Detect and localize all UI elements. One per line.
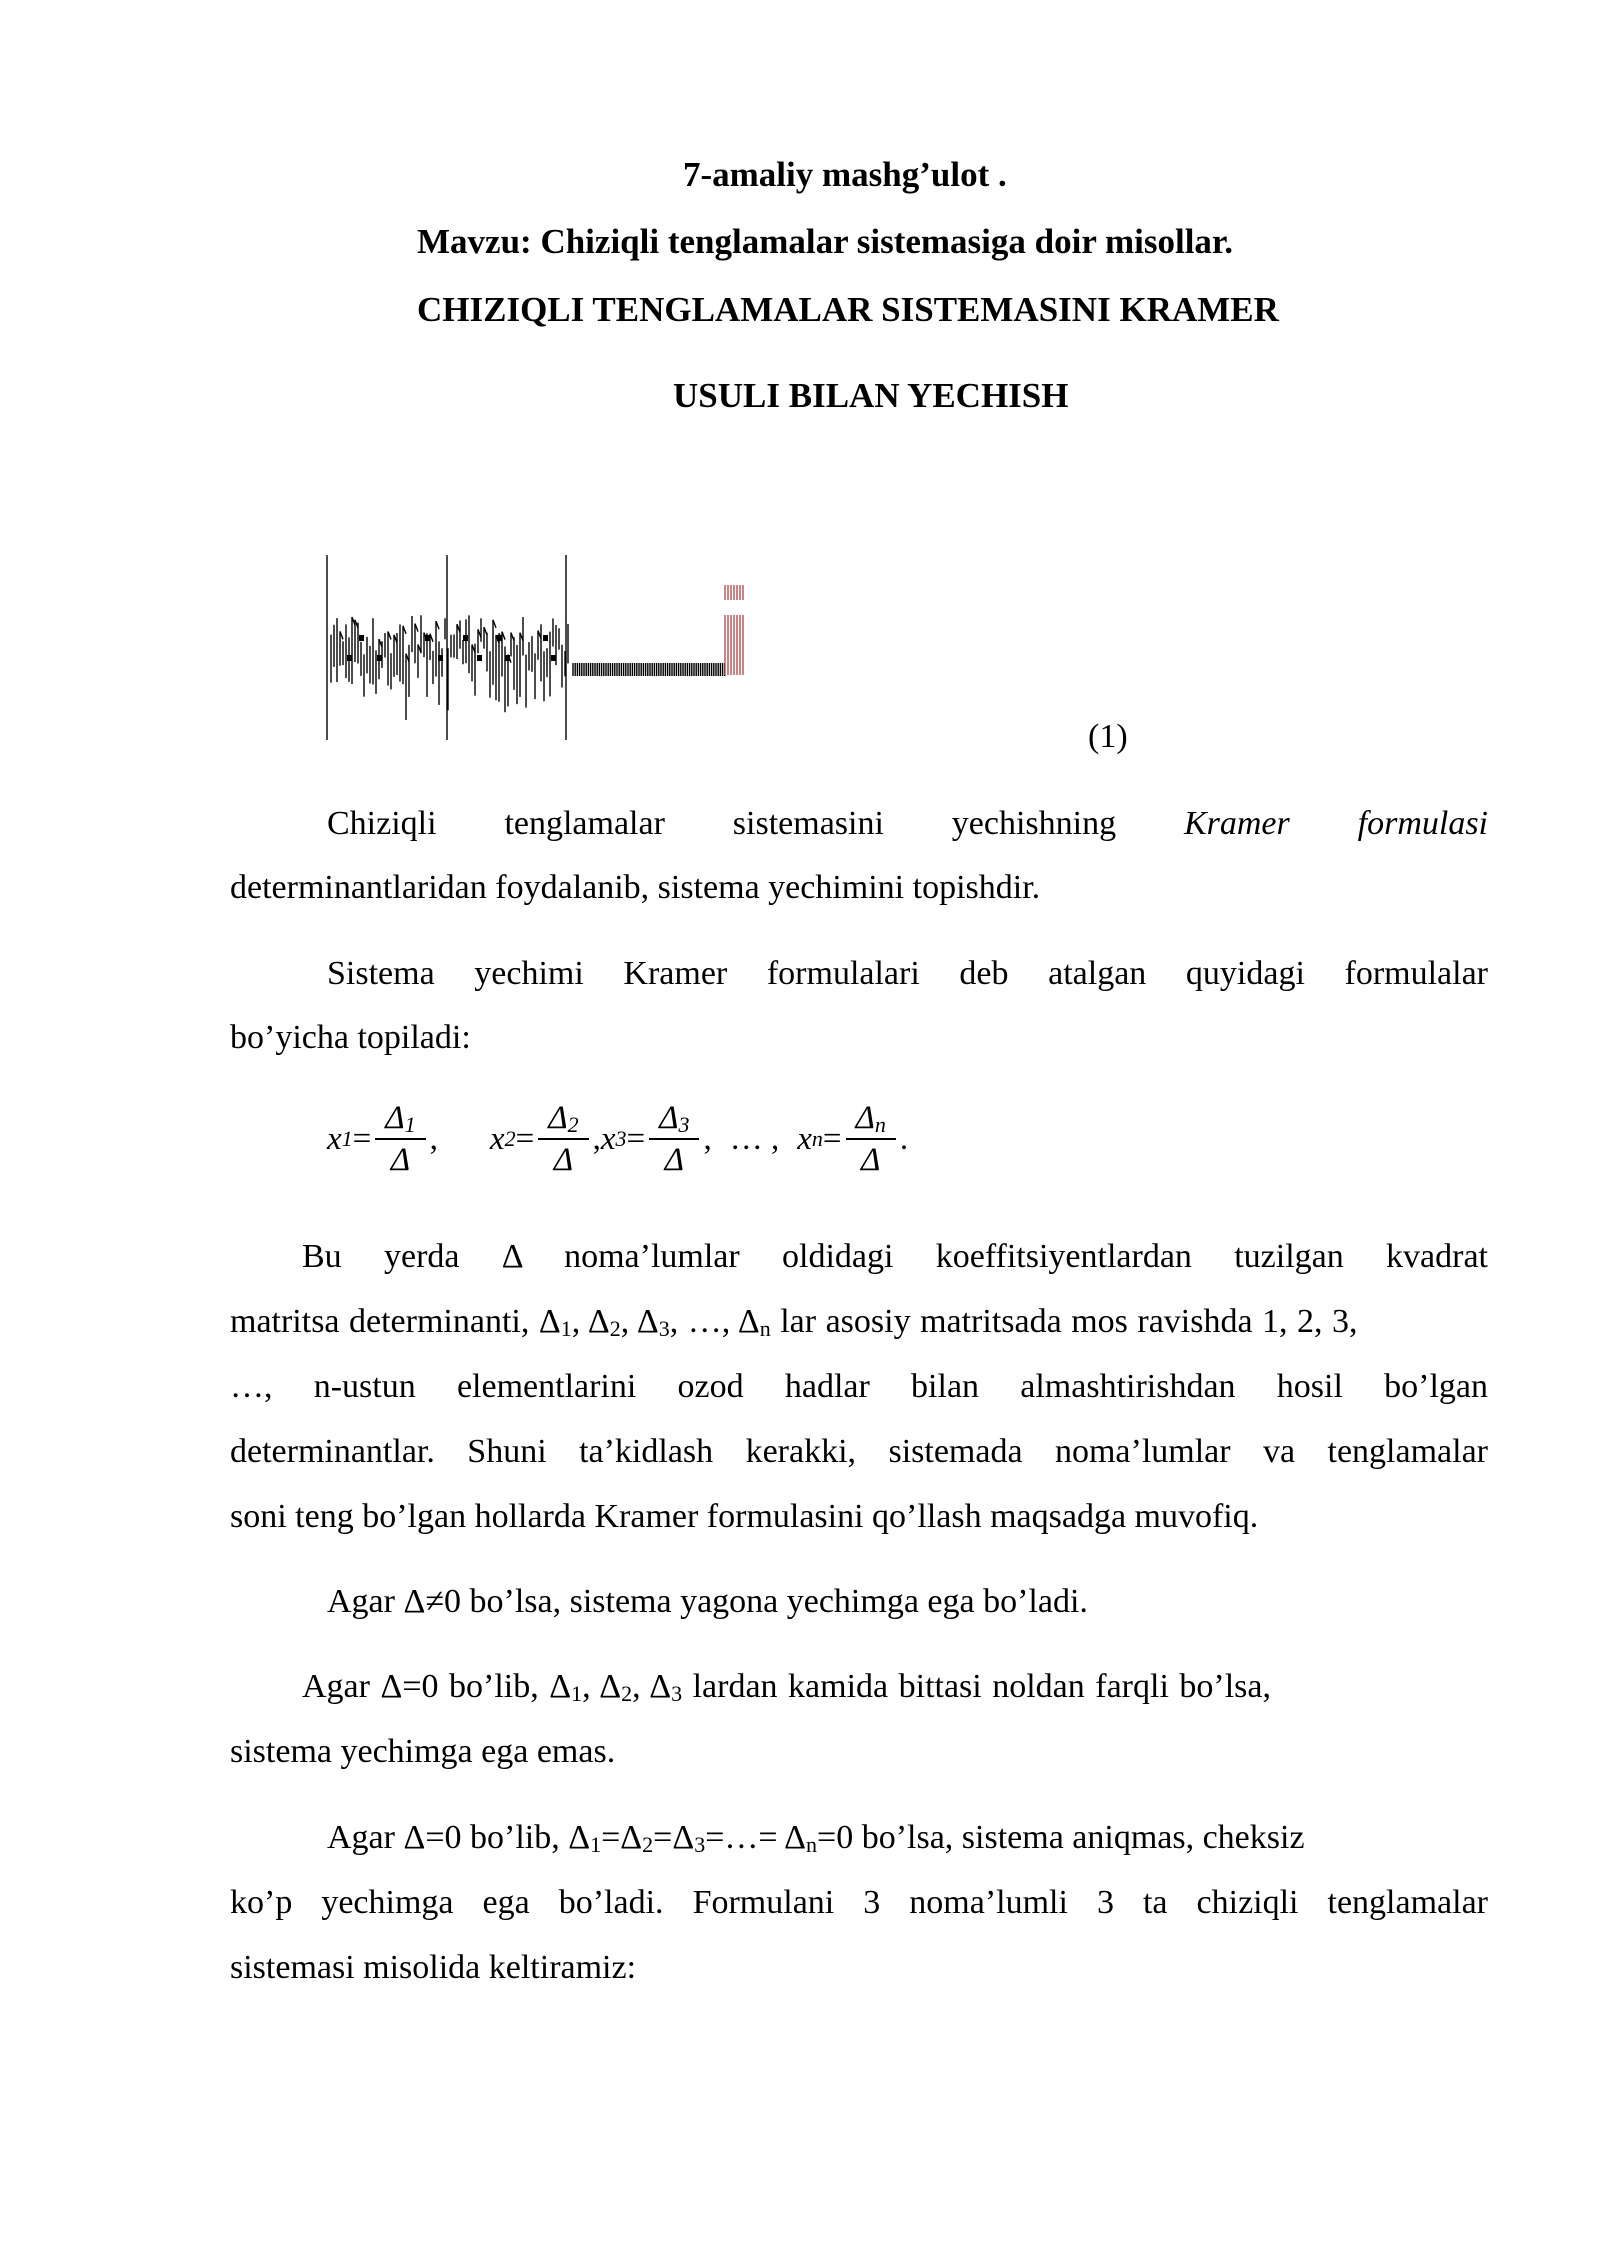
paragraph-delta-line3: …, n-ustun elementlarini ozod hadlar bilan almashtirishdan hosil bo’lgan [230,1368,1488,1405]
word: tenglamalar [504,805,665,842]
cramer-formulas: x 1 = $\frac{\Delta_1}{\Delta}$ , x 2 = $\frac{\Delta_2}{\Delta}$ , x 3 = $\frac{\Delta_3}{\Delta}$ , … , x n = $\frac{\Delta_n}{\Delta}$ . [327,1100,909,1178]
fraction-1: $\frac{\Delta_1}{\Delta}$ [375,1100,425,1178]
garble-dot [477,655,482,661]
word: Chiziqli [327,805,437,842]
garble-dot [377,655,382,661]
practical-title: 7-amaliy mashg’ulot . [683,155,1007,194]
paragraph-delta-line5: soni teng bo’lgan hollarda Kramer formulasini qo’llash maqsadga muvofiq. [230,1498,1259,1535]
paragraph-delta-line4: determinantlar. Shuni ta’kidlash kerakki, sistemada noma’lumlar va tenglamalar [230,1433,1488,1470]
garble-dot [425,635,430,641]
fraction-2: $\frac{\Delta_2}{\Delta}$ [538,1100,588,1178]
word: sistemasini [732,805,884,842]
paragraph-delta-line1: Bu yerda Δ noma’lumlar oldidagi koeffitsiyentlardan tuzilgan kvadrat [302,1238,1488,1275]
paragraph-cramer-intro [230,792,1488,856]
paragraph-solution-line2: bo’yicha topiladi: [230,1019,471,1056]
word-italic: Kramer [1183,805,1290,842]
garble-dot [347,655,352,661]
garble-dot [359,635,364,641]
fraction-3: $\frac{\Delta_3}{\Delta}$ [649,1100,699,1178]
word-italic: formulasi [1357,805,1488,842]
word: yechishning [951,805,1117,842]
paragraph-infinite-line1: Agar Δ=0 bo’lib, $\Delta_1=\Delta_2=\Delta_3=\dots= \Delta_n=0$ bo’lsa, sistema aniqmas, cheksiz [327,1819,1305,1857]
section-title-line2: USULI BILAN YECHISH [673,376,1069,415]
paragraph-no-solution-line2: sistema yechimga ega emas. [230,1733,616,1770]
paragraph-infinite-line2: ko’p yechimga ega bo’ladi. Formulani 3 noma’lumli 3 ta chiziqli tenglamalar [230,1884,1488,1921]
broken-equation-image [325,555,755,745]
paragraph-delta-line2: matritsa determinanti, $\Delta_1$, $\Delta_2$, $\Delta_3$, …, $\Delta_n$ lar asosiy matritsada mos ravishda 1, 2, 3, [230,1303,1358,1341]
garble-dot [551,655,556,661]
section-title-line1: CHIZIQLI TENGLAMALAR SISTEMASINI KRAMER [417,290,1279,329]
garble-dot [505,655,510,661]
paragraph-cramer-intro-line2: determinantlaridan foydalanib, sistema yechimini topishdir. [230,869,1041,906]
paragraph-unique-solution: Agar Δ≠0 bo’lsa, sistema yagona yechimga ega bo’ladi. [327,1583,1088,1620]
topic-title: Mavzu: Chiziqli tenglamalar sistemasiga doir misollar. [417,222,1234,261]
garble-dot [463,635,468,641]
garble-dot [543,635,548,641]
paragraph-infinite-line3: sistemasi misolida keltiramiz: [230,1949,637,1986]
paragraph-solution-line1: Sistema yechimi Kramer formulalari deb atalgan quyidagi formulalar [327,955,1488,992]
garble-dot [438,655,443,661]
equation-number: (1) [1088,718,1128,755]
paragraph-no-solution-line1: Agar Δ=0 bo’lib, $\Delta_1$, $\Delta_2$, $\Delta_3$ lardan kamida bittasi noldan farqli bo’lsa, [302,1668,1271,1706]
garble-dot [497,635,502,641]
fraction-n: $\frac{\Delta_n}{\Delta}$ [846,1100,896,1178]
